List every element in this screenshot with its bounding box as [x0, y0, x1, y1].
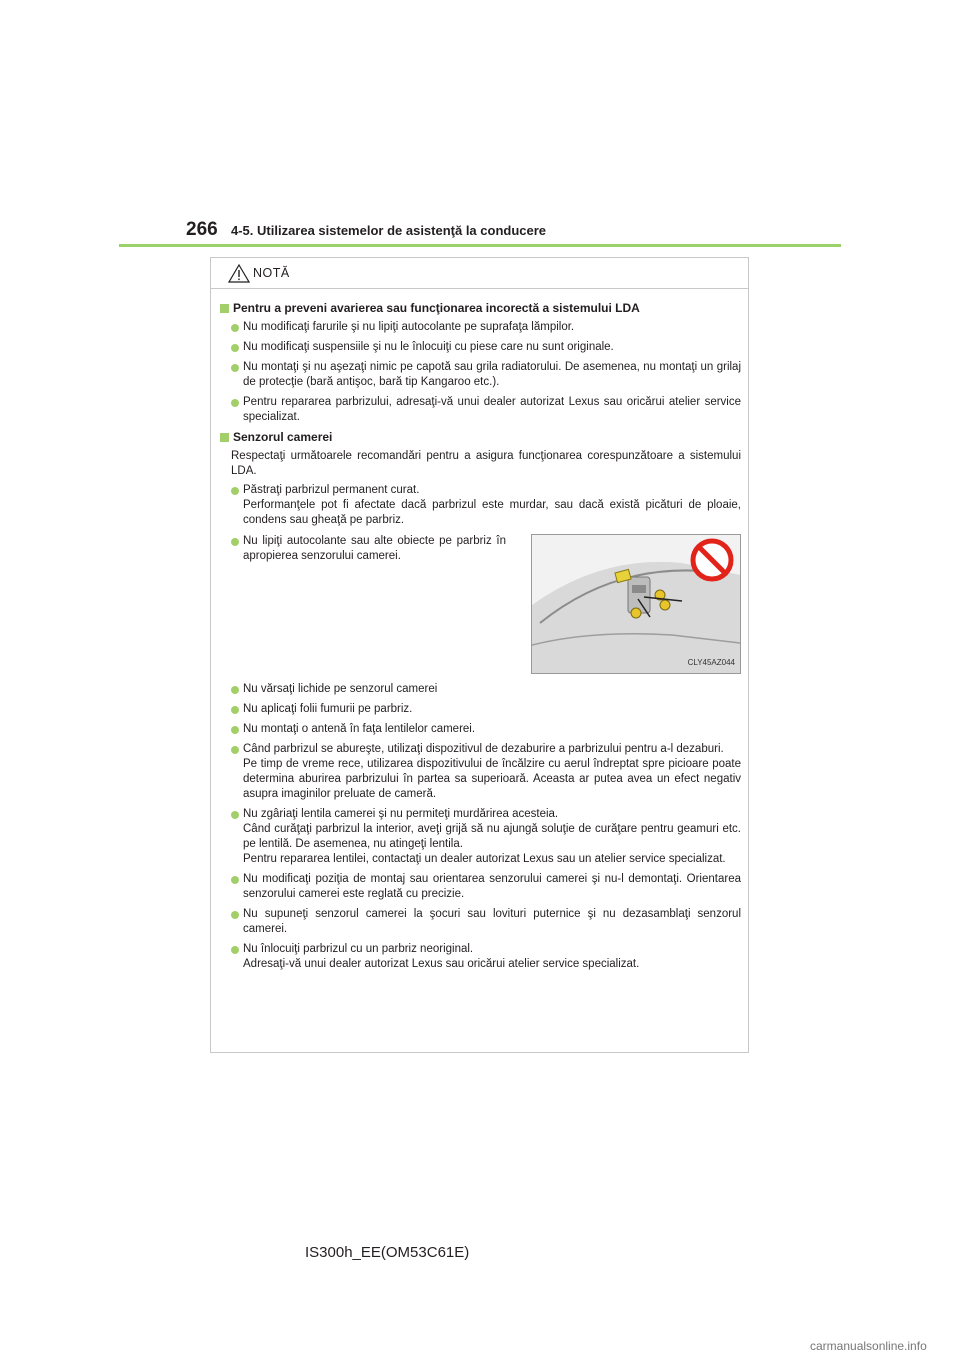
- bullet-dot-icon: [231, 726, 239, 734]
- list-item-line: Nu înlocuiţi parbrizul cu un parbriz neoriginal.: [243, 943, 474, 955]
- list-item-text: Nu modificaţi farurile şi nu lipiţi autocolante pe suprafaţa lămpilor.: [243, 321, 575, 333]
- list-item-line: Nu supuneţi senzorul camerei la şocuri sau lovituri puternice şi nu dezasamblaţi senzorul camerei.: [243, 908, 741, 935]
- list-item-line: Pe timp de vreme rece, utilizarea dispozitivului de încălzire cu aerul îndreptat spre picioare poate determina aburirea parbrizului în partea sa superioară. Aceasta ar putea avea un efect negativ asupra imaginilor preluate de cameră.: [243, 758, 741, 800]
- windshield-camera-illustration: [531, 534, 741, 674]
- page-number: 266: [186, 219, 218, 240]
- list-item: [231, 340, 741, 355]
- image-row: [231, 534, 741, 674]
- chapter-title: 4-5. Utilizarea sistemelor de asistenţă la conducere: [231, 223, 547, 238]
- list-item-line: Nu aplicaţi folii fumurii pe parbriz.: [243, 703, 413, 715]
- bullet-dot-icon: [231, 946, 239, 954]
- list-item: [231, 872, 741, 902]
- windshield-illustration-icon: [532, 535, 740, 673]
- list-item: [231, 483, 741, 528]
- list-item-text: [243, 722, 741, 737]
- list-item: [231, 360, 741, 390]
- bullet-dot-icon: [231, 911, 239, 919]
- bullet-dot-icon: [231, 324, 239, 332]
- list-item-line: Când curăţaţi parbrizul la interior, aveţi grijă să nu ajungă soluţie de curăţare pentru geamuri etc. pe lentilă. De asemenea, nu atingeţi lentila.: [243, 823, 741, 850]
- bullet-dot-icon: [231, 399, 239, 407]
- list-item: [231, 942, 741, 972]
- notice-content: [211, 289, 748, 972]
- section-heading: [218, 301, 741, 316]
- list-item: [231, 907, 741, 937]
- watermark: carmanualsonline.info: [810, 1339, 927, 1353]
- list-item-text: Pentru repararea parbrizului, adresaţi-vă unui dealer autorizat Lexus sau oricărui atelier service specializat.: [243, 396, 741, 423]
- bullet-dot-icon: [231, 487, 239, 495]
- square-bullet-icon: [220, 304, 229, 313]
- notice-header: [211, 258, 748, 289]
- prohibition-sign-icon: [693, 541, 731, 579]
- list-item-text: [243, 807, 741, 867]
- list-item: [231, 395, 741, 425]
- list-item-text: [243, 742, 741, 802]
- notice-label: NOTĂ: [253, 266, 290, 280]
- list-item-line: Păstraţi parbrizul permanent curat.: [243, 484, 420, 496]
- bullet-dot-icon: [231, 364, 239, 372]
- bullet-dot-icon: [231, 706, 239, 714]
- section-heading: [218, 430, 741, 445]
- list-item-text: Nu lipiţi autocolante sau alte obiecte pe parbriz în apropierea senzorului camerei.: [243, 535, 506, 562]
- header-rule: [119, 244, 841, 247]
- bullet-dot-icon: [231, 746, 239, 754]
- square-bullet-icon: [220, 433, 229, 442]
- bullets-after-image: [218, 682, 741, 972]
- list-item-line: Adresaţi-vă unui dealer autorizat Lexus sau oricărui atelier service specializat.: [243, 958, 640, 970]
- list-item: [231, 320, 741, 335]
- section-heading-text: Senzorul camerei: [233, 430, 333, 444]
- list-item: [231, 722, 741, 737]
- list-item-line: Pentru repararea lentilei, contactaţi un dealer autorizat Lexus sau un atelier service specializat.: [243, 853, 726, 865]
- warning-triangle-icon: [228, 264, 250, 283]
- list-item-line: Nu montaţi o antenă în faţa lentilelor camerei.: [243, 723, 476, 735]
- list-item-text: [243, 942, 741, 972]
- list-item-line: Nu modificaţi poziţia de montaj sau orientarea senzorului camerei şi nu-l demontaţi. Orientarea senzorului camerei este reglată cu precizie.: [243, 873, 741, 900]
- list-item: [231, 702, 741, 717]
- list-item-text: Nu montaţi şi nu aşezaţi nimic pe capotă sau grila radiatorului. De asemenea, nu montaţi un grilaj de protecţie (bară antişoc, bară tip Kangaroo etc.).: [243, 361, 741, 388]
- section-heading-text: Pentru a preveni avarierea sau funcţionarea incorectă a sistemului LDA: [233, 301, 640, 315]
- list-item-text: [243, 702, 741, 717]
- list-item: [231, 534, 506, 674]
- bullet-dot-icon: [231, 811, 239, 819]
- list-item: [231, 682, 741, 697]
- list-item: [231, 742, 741, 802]
- list-item: [231, 807, 741, 867]
- bullet-dot-icon: [231, 344, 239, 352]
- list-item-text: [243, 483, 741, 528]
- list-item-text: [243, 872, 741, 902]
- list-item-text: [243, 907, 741, 937]
- section-intro: Respectaţi următoarele recomandări pentru a asigura funcţionarea corespunzătoare a sistemului LDA.: [231, 450, 741, 477]
- bullet-dot-icon: [231, 538, 239, 546]
- notice-box: [210, 257, 749, 1053]
- model-code: IS300h_EE(OM53C61E): [305, 1244, 470, 1261]
- list-item-line: Performanţele pot fi afectate dacă parbrizul este murdar, sau dacă există picături de ploaie, condens sau gheaţă pe parbriz.: [243, 499, 741, 526]
- list-item-line: Nu vărsaţi lichide pe senzorul camerei: [243, 683, 438, 695]
- figure-code: CLY45AZ044: [687, 658, 735, 667]
- list-item-text: [243, 682, 741, 697]
- list-item-text: Nu modificaţi suspensiile şi nu le înlocuiţi cu piese care nu sunt originale.: [243, 341, 614, 353]
- bullet-dot-icon: [231, 876, 239, 884]
- bullets-before-image: [218, 483, 741, 528]
- list-item-line: Când parbrizul se abureşte, utilizaţi dispozitivul de dezaburire a parbrizului pentru a-l dezaburi.: [243, 743, 724, 755]
- bullet-dot-icon: [231, 686, 239, 694]
- list-item-line: Nu zgâriaţi lentila camerei şi nu permiteţi murdărirea acesteia.: [243, 808, 559, 820]
